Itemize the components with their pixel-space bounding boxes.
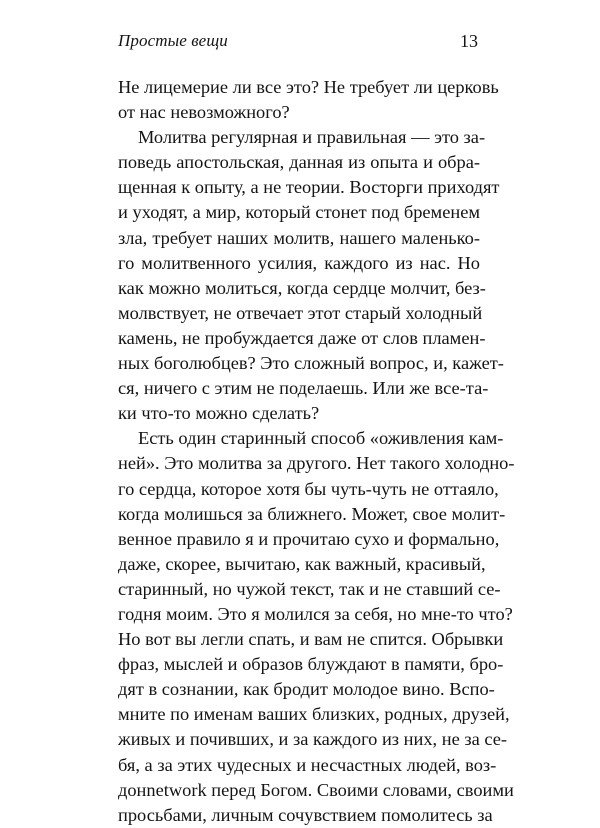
text-line: венное правило я и прочитаю сухо и формально, — [118, 528, 500, 549]
text-line: го молитвенного усилия, каждого из нас. Но — [118, 252, 480, 273]
text-line: фраз, мыслей и образов блуждают в памяти, бро- — [118, 654, 504, 675]
text-line: дят в сознании, как бродит молодое вино. Вспо- — [118, 679, 495, 700]
text-line: камень, не пробуждается даже от слов пламен- — [118, 327, 486, 348]
text-line: ных боголюбцев? Это сложный вопрос, и, кажет- — [118, 353, 504, 374]
text-line: даже, скорее, вычитаю, как важный, красивый, — [118, 553, 486, 574]
text-line: Не лицемерие ли все это? Не требует ли церковь — [118, 77, 499, 97]
text-line: ки что-то можно сделать? — [118, 403, 320, 424]
body-text — [118, 75, 515, 828]
text-line: от нас невозможного? — [118, 102, 290, 123]
text-line: годня моим. Это я молился за себя, но мне-то что? — [118, 603, 513, 624]
text-line: донnetwork перед Богом. Своими словами, своими — [118, 779, 514, 800]
text-line: когда молишься за ближнего. Может, свое молит- — [118, 503, 506, 524]
header-title: Простые вещи — [118, 31, 228, 50]
paragraph-2 — [118, 125, 504, 426]
text-line: щенная к опыту, а не теории. Восторги приходят — [118, 177, 500, 198]
page-number: 13 — [460, 31, 478, 51]
text-line: зла, требует наших молитв, нашего маленько- — [118, 227, 480, 248]
text-line: ся, ничего с этим не поделаешь. Или же все-та- — [118, 378, 489, 399]
text-line: го сердца, которое хотя бы чуть-чуть не оттаяло, — [118, 478, 499, 499]
text-line: мните по именам ваших близких, родных, друзей, — [118, 704, 510, 725]
text-line: просьбами, личным сочувствием помолитесь за — [118, 804, 493, 825]
text-line: ней». Это молитва за другого. Нет такого холодно- — [118, 453, 515, 474]
paragraph-3 — [118, 426, 515, 828]
running-head — [118, 30, 478, 52]
paragraph-1 — [118, 75, 499, 125]
text-line: Но вот вы легли спать, и вам не спится. Обрывки — [118, 629, 504, 650]
text-line: молвствует, не отвечает этот старый холодный — [118, 302, 483, 323]
text-line: как можно молиться, когда сердце молчит, без- — [118, 277, 486, 298]
text-line: поведь апостольская, данная из опыта и обра- — [118, 152, 480, 173]
text-line: Есть один старинный способ «оживления кам- — [138, 428, 504, 449]
text-line: Молитва регулярная и правильная — это за- — [138, 127, 486, 148]
text-line: бя, а за этих чудесных и несчастных людей, воз- — [118, 754, 497, 775]
text-line: и уходят, а мир, который стонет под бременем — [118, 202, 480, 223]
text-line: старинный, но чужой текст, так и не ставший се- — [118, 578, 501, 599]
text-line: живых и почивших, и за каждого из них, не за се- — [118, 729, 508, 750]
